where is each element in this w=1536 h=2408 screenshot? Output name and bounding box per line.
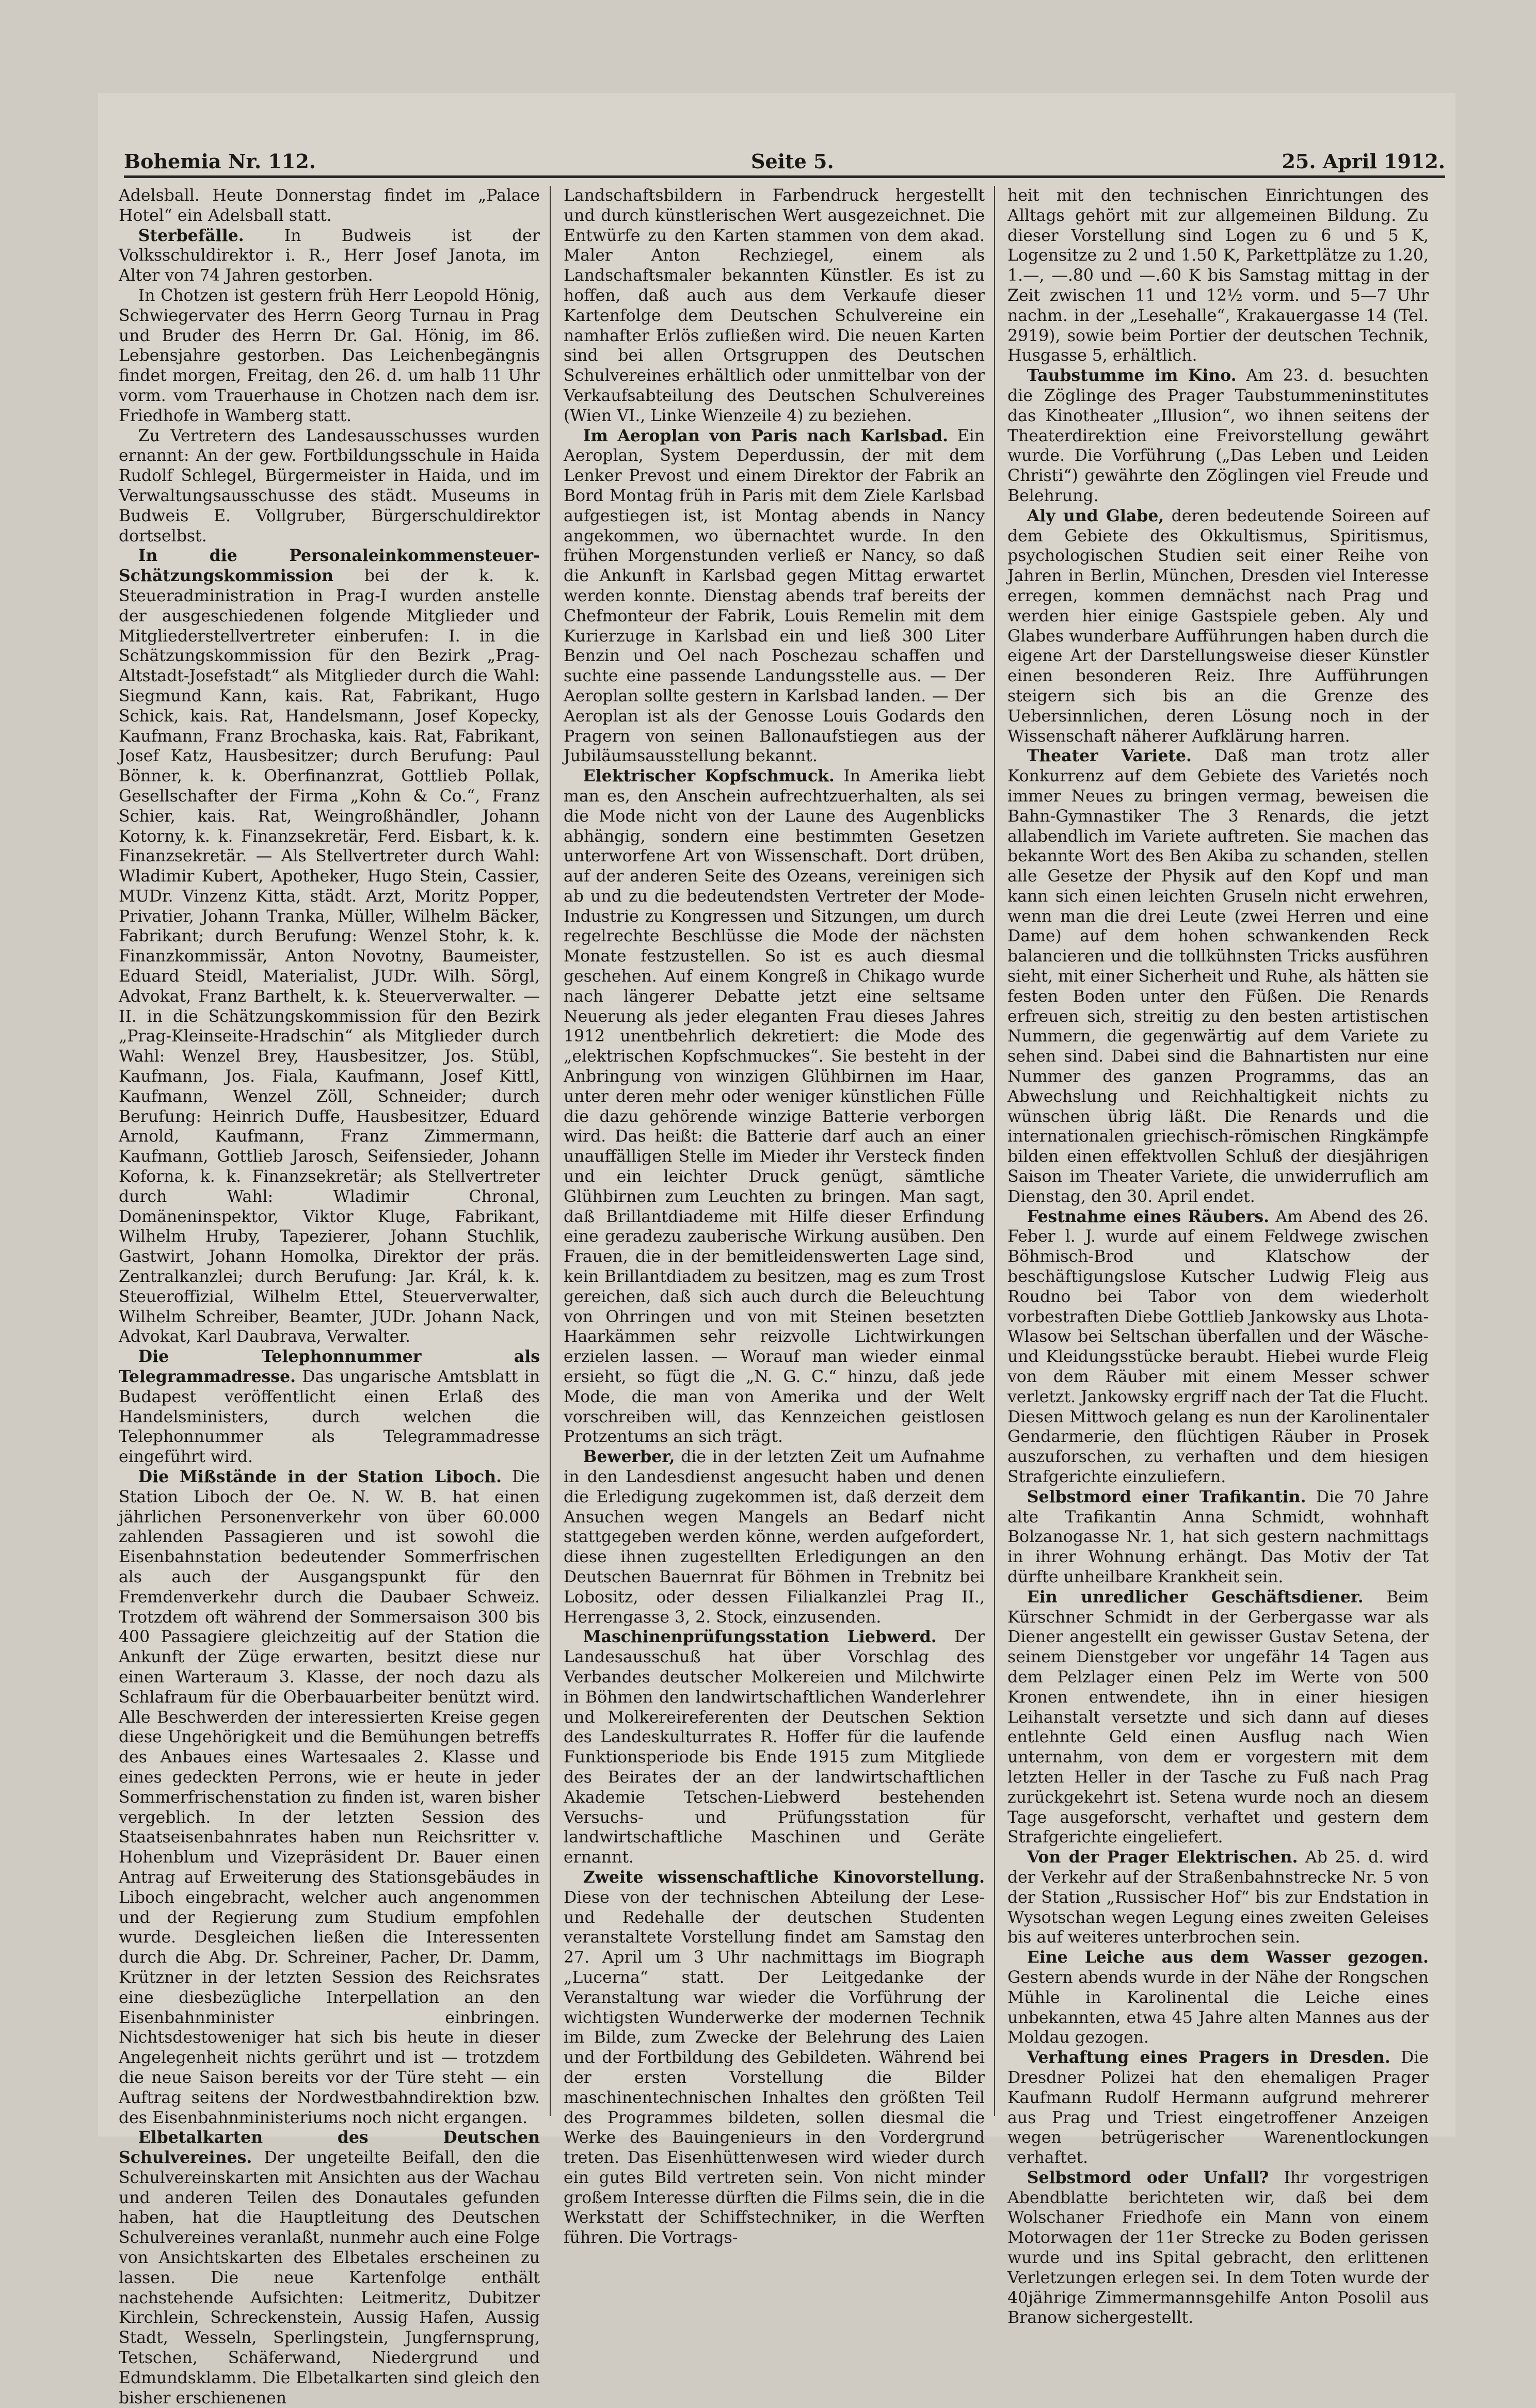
column-2 [564,186,985,2248]
article-heading: Aly und Glabe, [1027,506,1164,525]
article-heading: Im Aeroplan von Paris nach Karlsbad. [583,426,948,445]
article-heading: Selbstmord einer Trafikantin. [1027,1487,1306,1506]
article-paragraph [564,186,985,426]
newspaper-page [98,93,1455,2407]
article-text: Der ungeteilte Beifall, den die Schulvereinskarten mit Ansichten aus der Wachau und anderen Teilen des Donautales gefunden haben, hat die Hauptleitung des Deutschen Schulvereines veranlaßt, nunmehr auch eine Folge von Ansichtskarten des Elbetales erscheinen zu lassen. Die neue Kartenfolge enthält nachstehende Aufsichten: Leitmeritz, Dubitzer Kirchlein, Schreckenstein, Aussig Hafen, Aussig Stadt, Wesseln, Sperlingstein, Jungfernsprung, Tetschen, Schäferwand, Niedergrund und Edmundsklamm. Die Elbetalkarten sind gleich den bisher erschienenen [119,2148,540,2407]
article-text: Daß man trotz aller Konkurrenz auf dem Gebiete des Varietés noch immer Neues zu bringen vermag, beweisen die Bahn-Gymnastiker The 3 Renards, die jetzt allabendlich im Variete auftreten. Sie machen das bekannte Wort des Ben Akiba zu schanden, stellen alle Gesetze der Physik auf den Kopf und man kann sich einen leichten Gruseln nicht erwehren, wenn man die drei Leute (zwei Herren und eine Dame) auf dem hohen schwankenden Reck balancieren und die tollkühnsten Tricks ausführen sieht, mit einer Sicherheit und Ruhe, als hätten sie festen Boden unter den Füßen. Die Renards erfreuen sich, streitig zu den besten artistischen Nummern, die gegenwärtig auf dem Variete zu sehen sind. Dabei sind die Bahnartisten nur eine Nummer des ganzen Programms, das an Abwechslung und Reichhaltigkeit nichts zu wünschen übrig läßt. Die Renards und die internationalen griechisch-römischen Ringkämpfe bilden einen effektvollen Schluß der diesjährigen Saison im Theater Variete, die unwiderruflich am Dienstag, den 30. April endet. [1007,747,1429,1206]
article-text: In Budweis ist der Volksschuldirektor i. R., Herr Josef Janota, im Alter von 74 Jahren gestorben. [119,226,540,285]
article-text: Landschaftsbildern in Farbendruck hergestellt und durch künstlerischen Wert ausgezeichnet. Die Entwürfe zu den Karten stammen von dem akad. Maler Anton Rechziegel, einem als Landschaftsmaler bekannten Künstler. Es ist zu hoffen, daß auch aus dem Verkaufe dieser Kartenfolge dem Deutschen Schulvereine ein namhafter Erlös zufließen wird. Die neuen Karten sind bei allen Ortsgruppen des Deutschen Schulvereines erhältlich oder unmittelbar von der Verkaufsabteilung des Deutschen Schulvereines (Wien VI., Linke Wienzeile 4) zu beziehen. [564,186,985,425]
article-text: Ihr vorgestrigen Abendblatte berichteten wir, daß bei dem Wolschaner Friedhofe ein Mann von einem Motorwagen der 11er Strecke zu Boden gerissen wurde und ins Spital gebracht, den erlittenen Verletzungen erlegen sei. In dem Toten wurde der 40jährige Zimmermannsgehilfe Anton Posolil aus Branow sichergestellt. [1007,2168,1429,2327]
article-text: Diese von der technischen Abteilung der Lese- und Redehalle der deutschen Studenten veranstaltete Vorstellung findet am Samstag den 27. April um 3 Uhr nachmittags im Biograph „Lucerna“ statt. Der Leitgedanke der Veranstaltung war wieder die Vorführung der wichtigsten Wunderwerke der modernen Technik im Bilde, zum Zwecke der Belehrung des Laien und der Fortbildung des Gebildeten. Während bei der ersten Vorstellung die Bilder maschinentechnischen Inhaltes den größten Teil des Programmes bildeten, sollen diesmal die Werke des Bauingenieurs in den Vordergrund treten. Das Eisenhüttenwesen wird wieder durch ein gutes Bild vertreten sein. Von nicht minder großem Interesse dürften die Films sein, die in die Werkstatt der Schiffstechniker, in die Werften führen. Die Vortrags- [564,1888,985,2248]
article-text: Gestern abends wurde in der Nähe der Rongschen Mühle in Karolinental die Leiche eines unbekannten, etwa 45 Jahre alten Mannes aus der Moldau gezogen. [1007,1968,1429,2047]
article-text: In Amerika liebt man es, den Anschein aufrechtzuerhalten, als sei die Mode nicht von der Laune des Augenblicks abhängig, sondern eine bestimmten Gesetzen unterworfene Art von Wissenschaft. Dort drüben, auf der anderen Seite des Ozeans, vereinigen sich ab und zu die bedeutendsten Vertreter der Mode-Industrie zu Kongressen und Sitzungen, um durch regelrechte Beschlüsse die Mode der nächsten Monate festzustellen. So ist es auch diesmal geschehen. Auf einem Kongreß in Chikago wurde nach längerer Debatte jetzt eine seltsame Neuerung als jeder eleganten Frau dieses Jahres 1912 unentbehrlich dekretiert: die Mode des „elektrischen Kopfschmuckes“. Sie besteht in der Anbringung von winzigen Glühbirnen im Haar, unter deren mehr oder weniger künstlichen Fülle die dazu gehörende winzige Batterie verborgen wird. Das heißt: die Batterie darf auch an einer unauffälligen Stelle im Mieder ihr Versteck finden und ein leichter Druck genügt, sämtliche Glühbirnen zum Leuchten zu bringen. Man sagt, daß Brillantdiademe mit Hilfe dieser Erfindung eine geradezu zauberische Wirkung ausüben. Den Frauen, die in der bemitleidenswerten Lage sind, kein Brillantdiadem zu besitzen, mag es zum Trost gereichen, daß sich auch durch die Beleuchtung von Ohrringen und von mit Steinen besetzten Haarkämmen sehr reizvolle Lichtwirkungen erzielen lassen. — Worauf man wieder einmal ersieht, so fügt die „N. G. C.“ hinzu, daß jede Mode, die man von Amerika und der Welt vorschreiben will, das Kennzeichen geistlosen Protzentums an sich trägt. [564,767,985,1447]
article-heading: Sterbefälle. [138,226,244,245]
article-heading: Maschinenprüfungsstation Liebwerd. [583,1627,937,1647]
article-paragraph [119,1347,540,1467]
header-rule [124,175,1445,178]
article-text: die in der letzten Zeit um Aufnahme in den Landesdienst angesucht haben und denen die Erledigung zugekommen ist, daß derzeit dem Ansuchen wegen Mangels an Bedarf nicht stattgegeben werden könne, werden aufgefordert, diese ihnen zugestellten Erledigungen an den Deutschen Bauernrat für Böhmen in Trebnitz bei Lobositz, oder dessen Filialkanzlei Prag II., Herrengasse 3, 2. Stock, einzusenden. [564,1448,985,1627]
column-divider [994,186,995,2116]
article-text: Zu Vertretern des Landesausschusses wurden ernannt: An der gew. Fortbildungsschule in Haida Rudolf Schlegel, Bürgermeister in Haida, und im Verwaltungsausschusse des städt. Museums in Budweis E. Vollgruber, Bürgerschuldirektor dortselbst. [119,426,540,545]
article-heading: Bewerber, [583,1447,675,1467]
article-paragraph [564,426,985,767]
article-text: Die Dresdner Polizei hat den ehemaligen Prager Kaufmann Rudolf Hermann aufgrund mehrerer aus Prag und Triest eingetroffener Anzeigen wegen betrügerischer Warenentlockungen verhaftet. [1007,2048,1429,2168]
issue-date: 25. April 1912. [1282,150,1445,173]
article-paragraph [119,226,540,286]
article-paragraph [1007,506,1429,747]
article-paragraph [119,1467,540,2128]
article-paragraph [119,286,540,426]
article-text: Am 23. d. besuchten die Zöglinge des Prager Taubstummeninstitutes das Kinotheater „Illusion“, wo ihnen seitens der Theaterdirektion eine Freivorstellung gewährt wurde. Die Vorführung („Das Leben und Leiden Christi“) gewährte den Zöglingen viel Freude und Belehrung. [1007,366,1429,505]
article-paragraph [1007,1207,1429,1487]
article-text: Beim Kürschner Schmidt in der Gerbergasse war als Diener angestellt ein gewisser Gustav Setena, der seinem Dienstgeber vor ungefähr 14 Tagen aus dem Pelzlager einen Pelz im Werte von 500 Kronen entwendete, ihn in einer hiesigen Leihanstalt versetzte und sich dann auf dieses entlehnte Geld einen Ausflug nach Wien unternahm, von dem er vorgestern mit dem letzten Heller in der Tasche zu Fuß nach Prag zurückgekehrt ist. Setena wurde noch an diesem Tage ausgeforscht, verhaftet und gestern dem Strafgerichte eingeliefert. [1007,1587,1429,1847]
article-heading: Die Telephonnummer als Telegrammadresse. [119,1347,540,1387]
article-heading: Ein unredlicher Geschäftsdiener. [1027,1587,1364,1607]
article-paragraph [119,2128,540,2408]
article-paragraph [1007,2168,1429,2328]
article-paragraph [1007,1587,1429,1848]
article-text: In Chotzen ist gestern früh Herr Leopold Hönig, Schwiegervater des Herrn Georg Turnau in Prag und Bruder des Herrn Dr. Gal. Hönig, im 86. Lebensjahre gestorben. Das Leichenbegängnis findet morgen, Freitag, den 26. d. um halb 11 Uhr vorm. vom Trauerhause in Chotzen nach dem isr. Friedhofe in Wamberg statt. [119,286,540,425]
article-paragraph [1007,1487,1429,1587]
column-divider [550,186,551,2116]
article-paragraph [1007,366,1429,506]
article-text: bei der k. k. Steueradministration in Prag-I wurden anstelle der ausgeschiedenen folgende Mitglieder und Mitgliederstellvertreter einberufen: I. in die Schätzungskommission für den Bezirk „Prag-Altstadt-Josefstadt“ als Mitglieder durch die Wahl: Siegmund Kann, kais. Rat, Fabrikant, Hugo Schick, kais. Rat, Handelsmann, Josef Kopecky, Kaufmann, Franz Brochaska, kais. Rat, Fabrikant, Josef Katz, Hausbesitzer; durch Berufung: Paul Bönner, k. k. Oberfinanzrat, Gottlieb Pollak, Gesellschafter der Firma „Kohn & Co.“, Franz Schier, kais. Rat, Weingroßhändler, Johann Kotorny, k. k. Finanzsekretär, Ferd. Eisbart, k. k. Finanzsekretär. — Als Stellvertreter durch Wahl: Wladimir Kubert, Apotheker, Hugo Stein, Cassier, MUDr. Vinzenz Kitta, städt. Arzt, Moritz Popper, Privatier, Johann Tranka, Müller, Wilhelm Bäcker, Fabrikant; durch Berufung: Wenzel Stohr, k. k. Finanzkommissär, Anton Novotny, Baumeister, Eduard Steidl, Materialist, JUDr. Wilh. Sörgl, Advokat, Franz Barthelt, k. k. Steuerverwalter. — II. in die Schätzungskommission für den Bezirk „Prag-Kleinseite-Hradschin“ als Mitglieder durch Wahl: Wenzel Brey, Hausbesitzer, Jos. Stübl, Kaufmann, Jos. Fiala, Kaufmann, Josef Kittl, Kaufmann, Wenzel Zöll, Schneider; durch Berufung: Heinrich Duffe, Hausbesitzer, Eduard Arnold, Kaufmann, Franz Zimmermann, Kaufmann, Gottlieb Jarosch, Seifensieder, Johann Koforna, k. k. Finanzsekretär; als Stellvertreter durch Wahl: Wladimir Chronal, Domäneninspektor, Viktor Kluge, Fabrikant, Wilhelm Hruby, Tapezierer, Johann Stuchlik, Gastwirt, Johann Homolka, Direktor der präs. Zentralkanzlei; durch Berufung: Jar. Král, k. k. Steueroffizial, Wilhelm Ettel, Steuerverwalter, Wilhelm Schreiber, Beamter, JUDr. Johann Nack, Advokat, Karl Daubrava, Verwalter. [119,567,540,1346]
column-1 [119,186,540,2407]
article-paragraph [119,186,540,226]
article-heading: Verhaftung eines Pragers in Dresden. [1027,2048,1390,2067]
article-heading: Selbstmord oder Unfall? [1027,2168,1269,2187]
masthead-issue: Bohemia Nr. 112. [124,150,316,173]
article-heading: Festnahme eines Räubers. [1027,1207,1270,1226]
page-number: Seite 5. [751,150,834,173]
article-text: Ein Aeroplan, System Deperdussin, der mit dem Lenker Prevost und einem Direktor der Fabrik an Bord Montag früh in Paris mit dem Ziele Karlsbad aufgestiegen ist, ist Montag abends in Nancy angekommen, wo übernachtet wurde. In den frühen Morgenstunden verließ er Nancy, so daß die Ankunft in Karlsbad gegen Mittag erwartet werden konnte. Dienstag abends traf bereits der Chefmonteur der Fabrik, Louis Remelin mit dem Kurierzuge in Karlsbad ein und ließ 300 Liter Benzin und Oel nach Poschezau schaffen und suchte eine passende Landungsstelle aus. — Der Aeroplan sollte gestern in Karlsbad landen. — Der Aeroplan ist als der Genosse Louis Godards den Pragern von seinen Ballonaufstiegen aus der Jubiläumsausstellung bekannt. [564,426,985,766]
article-text: Am Abend des 26. Feber l. J. wurde auf einem Feldwege zwischen Böhmisch-Brod und Klatschow der beschäftigungslose Kutscher Ludwig Fleig aus Roudno bei Tabor von dem wiederholt vorbestraften Diebe Gottlieb Jankowsky aus Lhota-Wlasow bei Seltschan überfallen und der Wäsche- und Kleidungsstücke beraubt. Hiebei wurde Fleig von dem Räuber mit einem Messer schwer verletzt. Jankowsky ergriff nach der Tat die Flucht. Diesen Mittwoch gelang es nun der Karolinentaler Gendarmerie, den flüchtigen Räuber in Prosek auszuforschen, zu verhaften und dem hiesigen Strafgerichte einzuliefern. [1007,1207,1429,1486]
article-paragraph [119,426,540,547]
article-paragraph [1007,746,1429,1207]
article-paragraph [119,546,540,1347]
article-text: Adelsball. Heute Donnerstag findet im „Palace Hotel“ ein Adelsball statt. [119,186,540,225]
article-text: Das ungarische Amtsblatt in Budapest veröffentlicht einen Erlaß des Handelsministers, durch welchen die Telephonnummer als Telegrammadresse eingeführt wird. [119,1368,540,1467]
article-heading: Zweite wissenschaftliche Kinovorstellung. [583,1867,985,1887]
article-heading: Von der Prager Elektrischen. [1027,1848,1298,1867]
article-heading: Theater Variete. [1027,746,1192,766]
article-paragraph [1007,1848,1429,1948]
article-paragraph [564,1447,985,1627]
article-heading: In die Personaleinkommensteuer-Schätzungskommission [119,546,540,586]
article-heading: Taubstumme im Kino. [1027,366,1237,386]
article-paragraph [564,1627,985,1868]
article-text: heit mit den technischen Einrichtungen des Alltags gehört mit zur allgemeinen Bildung. Zu dieser Vorstellung sind Logen zu 6 und 5 K, Logensitze zu 2 und 1.50 K, Parkettplätze zu 1.20, 1.—, —.80 und —.60 K bis Samstag mittag in der Zeit zwischen 11 und 12½ vorm. und 5—7 Uhr nachm. in der „Lesehalle“, Krakauergasse 14 (Tel. 2919), sowie beim Portier der deutschen Technik, Husgasse 5, erhältlich. [1007,186,1429,365]
article-text: deren bedeutende Soireen auf dem Gebiete des Okkultismus, Spiritismus, psychologischen Studien seit einer Reihe von Jahren in Berlin, München, Dresden viel Interesse erregen, kommen demnächst nach Prag und werden hier einige Gastspiele geben. Aly und Glabes wunderbare Aufführungen haben durch die eigene Art der Darstellungsweise dieser Künstler einen besonderen Reiz. Ihre Aufführungen steigern sich bis an die Grenze des Uebersinnlichen, deren Lösung noch in der Wissenschaft näherer Aufklärung harren. [1007,506,1429,746]
article-text: Die Station Liboch der Oe. N. W. B. hat einen jährlichen Personenverkehr von über 60.000 zahlenden Passagieren und ist sowohl die Eisenbahnstation bedeutender Sommerfrischen als auch der Ausgangspunkt für den Fremdenverkehr durch die Daubaer Schweiz. Trotzdem oft während der Sommersaison 300 bis 400 Passagiere gleichzeitig auf der Station die Ankunft der Züge erwarten, besitzt diese nur einen Warteraum 3. Klasse, der noch dazu als Schlafraum für die Oberbauarbeiter benützt wird. Alle Beschwerden der interessierten Kreise gegen diese Ungehörigkeit und die Bemühungen betreffs des Anbaues eines Wartesaales 2. Klasse und eines gedeckten Perrons, wie er heute in jeder Sommerfrischenstation zu finden ist, waren bisher vergeblich. In der letzten Session des Staatseisenbahnrates haben nun Reichsritter v. Hohenblum und Vizepräsident Dr. Bauer einen Antrag auf Erweiterung des Stationsgebäudes in Liboch eingebracht, welcher auch angenommen und der Regierung zum Studium empfohlen wurde. Desgleichen ließen die Interessenten durch die Abg. Dr. Schreiner, Pacher, Dr. Damm, Krützner in der letzten Session des Reichsrates eine diesbezügliche Interpellation an den Eisenbahnminister einbringen. Nichtsdestoweniger hat sich bis heute in dieser Angelegenheit nichts gerührt und ist — trotzdem die neue Saison bereits vor der Türe steht — ein Auftrag seitens der Nordwestbahndirektion bzw. des Eisenbahnministeriums noch nicht ergangen. [119,1468,540,2127]
article-text: Ab 25. d. wird der Verkehr auf der Straßenbahnstrecke Nr. 5 von der Station „Russischer Hof“ bis zur Endstation in Wysotschan wegen Legung eines zweiten Geleises bis auf weiteres unterbrochen sein. [1007,1848,1429,1947]
article-paragraph [1007,1948,1429,2048]
article-paragraph [564,766,985,1447]
article-paragraph [564,1868,985,2248]
column-3 [1007,186,1429,2327]
article-paragraph [1007,186,1429,366]
article-text: Der Landesausschuß hat über Vorschlag des Verbandes deutscher Molkereien und Milchwirte in Böhmen den landwirtschaftlichen Wanderlehrer und Molkereireferenten der Deutschen Sektion des Landeskulturrates R. Hoffer für die laufende Funktionsperiode bis Ende 1915 zum Mitgliede des Beirates der an der landwirtschaftlichen Akademie Tetschen-Liebwerd bestehenden Versuchs- und Prüfungsstation für landwirtschaftliche Maschinen und Geräte ernannt. [564,1628,985,1867]
article-heading: Elbetalkarten des Deutschen Schulvereines. [119,2128,540,2168]
article-paragraph [1007,2048,1429,2168]
article-heading: Eine Leiche aus dem Wasser gezogen. [1027,1948,1429,1967]
article-heading: Die Mißstände in der Station Liboch. [138,1467,502,1486]
article-heading: Elektrischer Kopfschmuck. [583,766,835,786]
article-text: Die 70 Jahre alte Trafikantin Anna Schmidt, wohnhaft Bolzanogasse Nr. 1, hat sich gestern nachmittags in ihrer Wohnung erhängt. Das Motiv der Tat dürfte unheilbare Krankheit sein. [1007,1487,1429,1586]
